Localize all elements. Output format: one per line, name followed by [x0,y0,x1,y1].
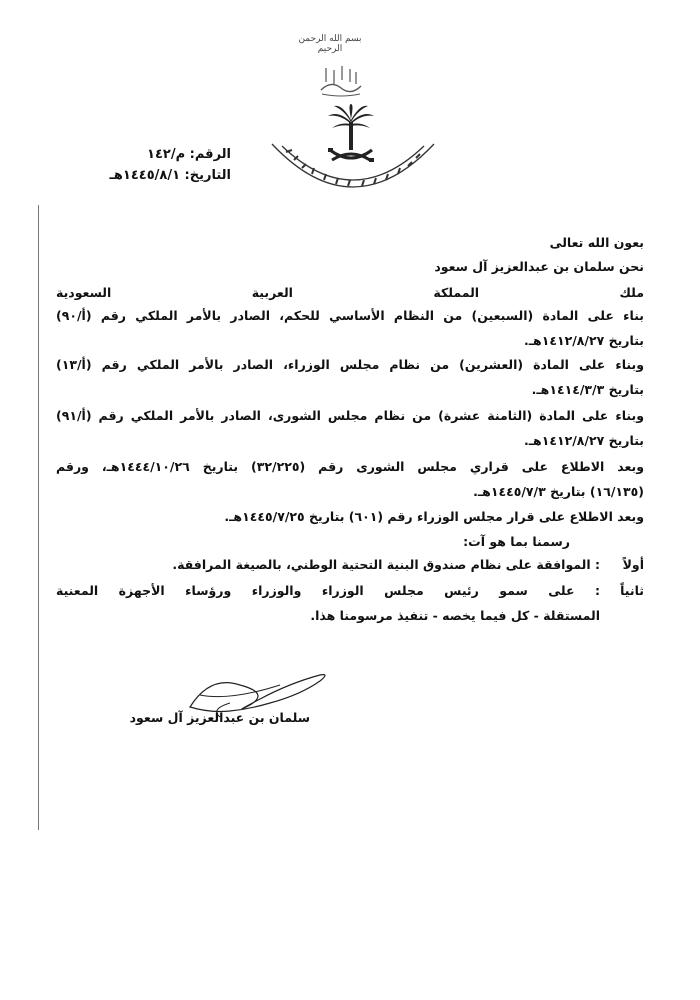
clause-4-line-1: وبعد الاطلاع على قراري مجلس الشورى رقم (٣٢/٢٢٥) بتاريخ ١٤٤٤/١٠/٢٦هـ، ورقم [56,459,645,474]
bismillah-header: بسم الله الرحمن الرحيم [298,34,362,54]
item-2-text-line-2: المستقلة - كل فيما يخصه - تنفيذ مرسومنا هذا. [310,608,600,623]
clause-2-line-1: وبناء على المادة (العشرين) من نظام مجلس الوزراء، الصادر بالأمر الملكي رقم (أ/١٣) [56,357,644,372]
reference-date: التاريخ: ١٤٤٥/٨/١هـ [109,168,231,183]
clause-5-line: وبعد الاطلاع على قرار مجلس الوزراء رقم (٦٠١) بتاريخ ١٤٤٥/٧/٢٥هـ. [224,509,644,524]
item-1-label: أولاً [622,557,644,572]
sender-line: نحن سلمان بن عبدالعزيز آل سعود [434,259,644,274]
kingdom-calligraphy-logo-icon [268,130,438,210]
item-2-text-line-1: : على سمو رئيس مجلس الوزراء والوزراء ورؤساء الأجهزة المعنية [56,583,600,598]
shahada-calligraphy-icon [316,60,366,100]
clause-1-line-2: بتاريخ ١٤١٢/٨/٢٧هـ. [524,333,644,348]
left-margin-rule [38,205,39,830]
clause-2-line-2: بتاريخ ١٤١٤/٣/٣هـ. [531,382,644,397]
clause-3-line-1: وبناء على المادة (الثامنة عشرة) من نظام مجلس الشورى، الصادر بالأمر الملكي رقم (أ/٩١) [56,408,644,423]
clause-3-line-2: بتاريخ ١٤١٢/٨/٢٧هـ. [524,433,644,448]
king-title-line: ملك المملكة العربية السعودية [56,285,644,300]
clause-1-line-1: بناء على المادة (السبعين) من النظام الأساسي للحكم، الصادر بالأمر الملكي رقم (أ/٩٠) [56,308,644,323]
signatory-name: سلمان بن عبدالعزيز آل سعود [129,710,310,725]
invocation-line: بعون الله تعالى [549,235,644,250]
item-2-label: ثانياً [620,583,644,598]
item-1-text: : الموافقة على نظام صندوق البنية التحتية الوطني، بالصيغة المرافقة. [172,557,600,572]
decree-intro: رسمنا بما هو آت: [463,534,570,549]
clause-4-line-2: (١٦/١٣٥) بتاريخ ١٤٤٥/٧/٣هـ. [473,484,644,499]
reference-number: الرقم: م/١٤٢ [147,147,231,162]
